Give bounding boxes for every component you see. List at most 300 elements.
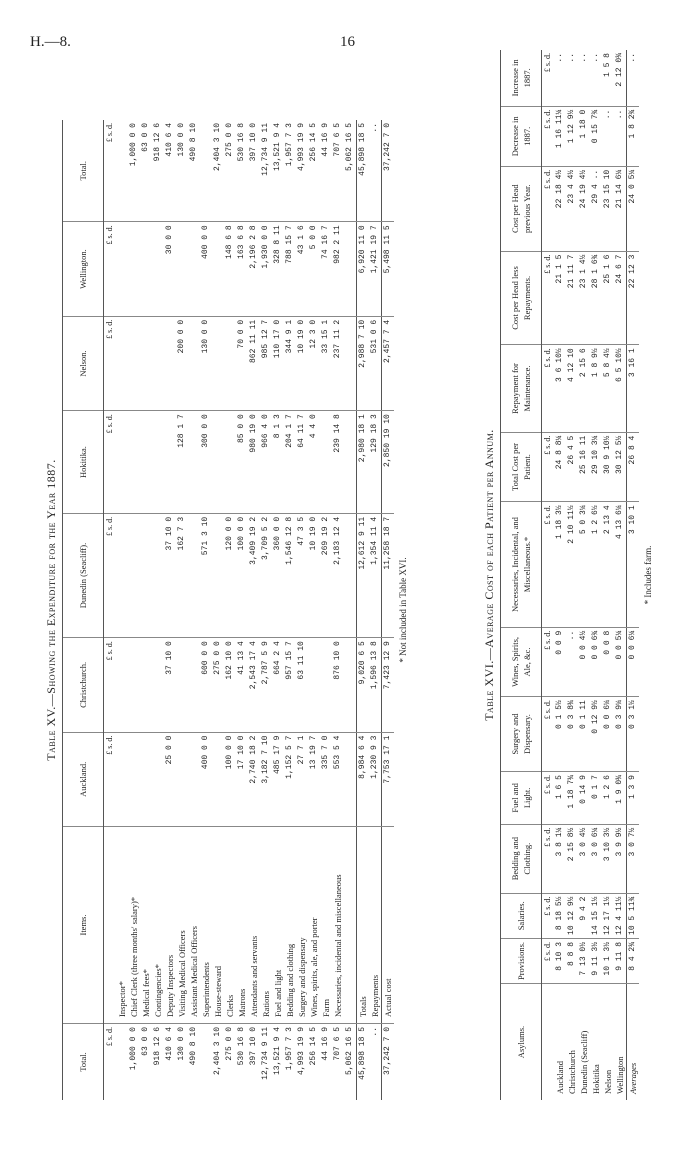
cell-wellington [128, 222, 140, 316]
cell-asylum: Wellington [615, 1056, 625, 1094]
cell-net: 23 1 4½ [578, 251, 590, 345]
cell-christchurch: 1,596 13 8 [369, 638, 382, 732]
cell-auckland [116, 732, 128, 826]
cell-decrease: 1 12 9½ [566, 106, 578, 166]
cell-total2: 45,898 18 5 [357, 120, 370, 222]
table-row [344, 120, 357, 1100]
document-code: H.—8. [30, 34, 71, 50]
cell-total: 63 0 0 [141, 1027, 150, 1056]
cell-item: Inspector* [116, 827, 128, 1024]
cell-wellington: 5 0 0 [308, 222, 320, 316]
cell-hokitika: 300 0 0 [200, 411, 212, 514]
cell-nelson [128, 316, 140, 410]
cell-decrease: 1 8 2¾ [627, 106, 640, 166]
cell-decrease: 1 16 11¼ [554, 106, 566, 166]
cell-dunedin: 162 7 3 [176, 513, 188, 637]
unit-label: £ s. d. [542, 50, 555, 106]
cell-wellington [344, 222, 357, 316]
repayments-row [369, 120, 382, 1100]
cell-total: 490 8 10 [189, 1027, 198, 1066]
cell-surgery: 0 0 6¼ [602, 697, 614, 772]
table-row [320, 120, 332, 1100]
unit-label: £ s. d. [542, 697, 555, 772]
cell-christchurch [152, 638, 164, 732]
cell-asylum: Christchurch [567, 1050, 577, 1094]
cell-total: 256 14 5 [309, 1027, 318, 1066]
cell-decrease: 0 15 7¾ [590, 106, 602, 166]
cell-total2: 130 0 0 [176, 120, 188, 222]
cell-total [200, 1024, 212, 1101]
cell-hokitika: 64 11 7 [296, 411, 308, 514]
cell-increase: .. [566, 50, 578, 106]
unit-label: £ s. d. [104, 120, 117, 222]
cell-dunedin [140, 513, 152, 637]
cell-repay: 3 16 1 [627, 345, 640, 432]
cell-christchurch: 63 11 10 [296, 638, 308, 732]
cell-dunedin: 360 0 0 [272, 513, 284, 637]
cell-item: Bedding and clothing [284, 827, 296, 1024]
col-repay: Repayment for Maintenance. [501, 345, 542, 432]
cell-bedding: 3 0 6¼ [590, 824, 602, 893]
cell-auckland: 7,753 17 1 [382, 732, 395, 826]
cell-auckland [344, 732, 357, 826]
cell-hokitika: 204 1 7 [284, 411, 296, 514]
cell-auckland: 2,740 18 2 [248, 732, 260, 826]
table-row [128, 120, 140, 1100]
cell-auckland [128, 732, 140, 826]
cell-nelson: 2,988 7 10 [357, 316, 370, 410]
cell-provisions: 9 11 8 [614, 938, 627, 983]
cell-hokitika: 980 19 0 [248, 411, 260, 514]
cell-net: 22 12 3 [627, 251, 640, 345]
cell-wines: 0 0 4½ [578, 627, 590, 696]
cell-prev: 23 4 4½ [566, 166, 578, 251]
cell-total: 25 16 11 [578, 432, 590, 502]
cell-necessaries: 2 10 11½ [566, 502, 578, 627]
table-row [296, 120, 308, 1100]
cell-christchurch: 275 0 0 [212, 638, 224, 732]
unit-label: £ s. d. [542, 893, 555, 938]
unit-label: £ s. d. [542, 502, 555, 627]
cell-total: 5,062 16 5 [345, 1027, 354, 1076]
cell-hokitika [164, 411, 176, 514]
col-total-right: Total. [63, 120, 104, 222]
cell-auckland: 25 0 0 [164, 732, 176, 826]
cell-total: 1,957 7 3 [285, 1027, 294, 1071]
cell-provisions: 9 11 3½ [590, 938, 602, 983]
cell-repay: 2 15 6 [578, 345, 590, 432]
cell-wellington [176, 222, 188, 316]
unit-label: £ s. d. [542, 106, 555, 166]
cell-salaries: 12 17 1½ [602, 893, 614, 938]
cell-item: Superintendents [200, 827, 212, 1024]
cell-wellington: 30 0 0 [164, 222, 176, 316]
cell-provisions: 10 1 3½ [602, 938, 614, 983]
cell-dunedin: 47 3 5 [296, 513, 308, 637]
cell-nelson: 130 0 0 [200, 316, 212, 410]
table-row [308, 120, 320, 1100]
unit-label: £ s. d. [542, 627, 555, 696]
unit-label: £ s. d. [542, 432, 555, 502]
cell-item: Farm [320, 827, 332, 1024]
cell-nelson [140, 316, 152, 410]
cell-dunedin: 2,183 12 4 [332, 513, 344, 637]
cell-christchurch [140, 638, 152, 732]
cell-total2: 490 8 10 [188, 120, 200, 222]
cell-wines: 0 0 5¼ [614, 627, 627, 696]
cell-increase: .. [578, 50, 590, 106]
cell-christchurch [116, 638, 128, 732]
cell-total: 1,000 0 0 [129, 1027, 138, 1071]
table-row [614, 50, 627, 1100]
cell-item: Matrons [236, 827, 248, 1024]
cell-wellington: 788 15 7 [284, 222, 296, 316]
cell-total [116, 1024, 128, 1101]
col-total: Total Cost per Patient. [501, 432, 542, 502]
cell-wellington: 148 6 8 [224, 222, 236, 316]
col-provisions: Provisions. [501, 938, 542, 983]
cell-hokitika: 2,980 18 1 [357, 411, 370, 514]
cell-prev: 23 15 10 [602, 166, 614, 251]
cell-dunedin [152, 513, 164, 637]
cell-surgery: 0 1 5½ [554, 697, 566, 772]
cell-total: 37,242 7 0 [382, 1024, 395, 1101]
col-net: Cost per Head less Repayments. [501, 251, 542, 345]
cell-christchurch: 2,787 5 9 [260, 638, 272, 732]
cell-necessaries: 3 10 1 [627, 502, 640, 627]
table-row [164, 120, 176, 1100]
cell-necessaries: 1 2 6½ [590, 502, 602, 627]
cell-hokitika: 239 14 8 [332, 411, 344, 514]
cell-total2 [200, 120, 212, 222]
cell-auckland: 1,152 5 7 [284, 732, 296, 826]
cell-repay: 6 5 10½ [614, 345, 627, 432]
unit-label: £ s. d. [542, 166, 555, 251]
col-bedding: Bedding and Clothing. [501, 824, 542, 893]
cell-increase: .. [590, 50, 602, 106]
cell-dunedin: 3,409 19 2 [248, 513, 260, 637]
cell-hokitika: 8 1 3 [272, 411, 284, 514]
cell-hokitika: 966 4 0 [260, 411, 272, 514]
cell-christchurch [188, 638, 200, 732]
cell-dunedin: 1,354 11 4 [369, 513, 382, 637]
table-16-footnote: * Includes farm. [643, 545, 653, 605]
table-16-title: Table XVI.—Average Cost of each Patient per Annum. [482, 429, 496, 721]
cell-total: 29 10 3¼ [590, 432, 602, 502]
cell-auckland [176, 732, 188, 826]
cell-hokitika [116, 411, 128, 514]
cell-necessaries: 5 0 3¼ [578, 502, 590, 627]
cell-auckland: 100 0 0 [224, 732, 236, 826]
cell-dunedin: 1,546 12 8 [284, 513, 296, 637]
cell-nelson: 10 19 0 [296, 316, 308, 410]
table-row [272, 120, 284, 1100]
cell-nelson: 237 11 2 [332, 316, 344, 410]
cell-nelson [164, 316, 176, 410]
cell-increase: .. [627, 50, 640, 106]
cell-total2: 12,734 9 11 [260, 120, 272, 222]
cell-total: 12,734 9 11 [261, 1027, 270, 1080]
col-wines: Wines, Spirits, Ale, &c. [501, 627, 542, 696]
cell-total: 26 8 4 [627, 432, 640, 502]
table-row [176, 120, 188, 1100]
table-row [152, 120, 164, 1100]
cell-wellington: 43 1 6 [296, 222, 308, 316]
cell-necessaries: 4 13 6¼ [614, 502, 627, 627]
cell-item: House-steward [212, 827, 224, 1024]
cell-wellington: 74 16 7 [320, 222, 332, 316]
cell-christchurch: 664 2 4 [272, 638, 284, 732]
totals-row [357, 120, 370, 1100]
cell-christchurch: 9,020 6 5 [357, 638, 370, 732]
cell-wellington [188, 222, 200, 316]
cell-fuel: 1 2 6 [602, 772, 614, 825]
cell-wellington [152, 222, 164, 316]
table-row [566, 50, 578, 1100]
col-wellington: Wellington. [63, 222, 104, 316]
cell-item [344, 827, 357, 1024]
unit-label: £ s. d. [104, 638, 117, 732]
cell-wellington: 982 2 11 [332, 222, 344, 316]
cell-hokitika: 128 1 7 [176, 411, 188, 514]
cell-christchurch: 876 10 0 [332, 638, 344, 732]
cell-net: 21 11 7 [566, 251, 578, 345]
cell-total2: 5,062 16 5 [344, 120, 357, 222]
cell-wines: 0 0 6¾ [590, 627, 602, 696]
cell-total: 918 12 6 [153, 1027, 162, 1066]
cell-total2: 1,957 7 3 [284, 120, 296, 222]
cell-total: 4,993 19 9 [297, 1027, 306, 1076]
col-items: Items. [63, 827, 104, 1024]
unit-label: £ s. d. [104, 411, 117, 514]
cell-repay: 1 8 9½ [590, 345, 602, 432]
cell-increase: .. [554, 50, 566, 106]
cell-wines: 0 0 8 [602, 627, 614, 696]
col-decrease: Decrease in 1887. [501, 106, 542, 166]
cell-christchurch: 600 0 0 [200, 638, 212, 732]
cell-item: Necessaries, incidental and miscellaneous [332, 827, 344, 1024]
cell-nelson: 110 17 0 [272, 316, 284, 410]
cell-fuel: 1 9 0¾ [614, 772, 627, 825]
cell-hokitika: 2,850 19 10 [382, 411, 395, 514]
cell-item: Surgery and dispensary [296, 827, 308, 1024]
cell-dunedin: 11,258 18 7 [382, 513, 395, 637]
cell-item: Rations [260, 827, 272, 1024]
cell-wellington: 163 6 8 [236, 222, 248, 316]
cell-hokitika [128, 411, 140, 514]
cell-christchurch: 162 10 0 [224, 638, 236, 732]
cell-hokitika: 85 0 0 [236, 411, 248, 514]
cell-prev: 29 4 .. [590, 166, 602, 251]
cell-christchurch [344, 638, 357, 732]
cell-prev: 21 14 6¼ [614, 166, 627, 251]
cell-christchurch: 7,423 12 9 [382, 638, 395, 732]
cell-auckland: 8,984 6 4 [357, 732, 370, 826]
cell-item: Visiting Medical Officers [176, 827, 188, 1024]
cell-nelson: 70 0 0 [236, 316, 248, 410]
cell-increase: 1 5 8 [602, 50, 614, 106]
cell-salaries: 14 15 1½ [590, 893, 602, 938]
cell-salaries: 8 18 5½ [554, 893, 566, 938]
cell-net: 28 1 6¾ [590, 251, 602, 345]
cell-wellington: 5,498 11 5 [382, 222, 395, 316]
table-row [236, 120, 248, 1100]
cell-dunedin [212, 513, 224, 637]
table-row [578, 50, 590, 1100]
cell-total: 26 4 5 [566, 432, 578, 502]
cell-dunedin: 3,709 5 2 [260, 513, 272, 637]
cell-item: Attendants and servants [248, 827, 260, 1024]
cell-total: 530 16 8 [237, 1027, 246, 1066]
cell-christchurch [176, 638, 188, 732]
cell-wellington [140, 222, 152, 316]
cell-total2: 918 12 6 [152, 120, 164, 222]
cell-total2: 13,521 9 4 [272, 120, 284, 222]
cell-bedding: 3 0 4½ [578, 824, 590, 893]
cell-total: 397 10 0 [249, 1027, 258, 1066]
col-auckland: Auckland. [63, 732, 104, 826]
cell-christchurch [320, 638, 332, 732]
cell-wellington: 1,930 0 0 [260, 222, 272, 316]
cell-auckland: 13 19 7 [308, 732, 320, 826]
cell-bedding: 3 9 9½ [614, 824, 627, 893]
page-number: 16 [340, 34, 355, 50]
cell-total2: 256 14 5 [308, 120, 320, 222]
unit-label: £ s. d. [104, 513, 117, 637]
cell-item: Fuel and light [272, 827, 284, 1024]
cell-salaries: 10 5 11¾ [627, 893, 640, 938]
table-row [284, 120, 296, 1100]
cell-hokitika [212, 411, 224, 514]
cell-asylum: Dunedin (Seacliff) [579, 1030, 589, 1094]
cell-provisions: 8 8 8 [566, 938, 578, 983]
cell-christchurch [308, 638, 320, 732]
cell-total2: 707 6 5 [332, 120, 344, 222]
table-15 [40, 120, 408, 1100]
cell-repay: 4 12 10 [566, 345, 578, 432]
cell-wines: 0 0 6¼ [627, 627, 640, 696]
cell-total2: 397 10 0 [248, 120, 260, 222]
cell-repay: 5 8 4½ [602, 345, 614, 432]
cell-total2: .. [369, 120, 382, 222]
col-dunedin: Dunedin (Seacliff). [63, 513, 104, 637]
cell-wellington: 328 8 11 [272, 222, 284, 316]
cell-total2: 63 0 0 [140, 120, 152, 222]
cell-dunedin: 100 0 0 [236, 513, 248, 637]
table-row [248, 120, 260, 1100]
cell-fuel: 1 18 7¾ [566, 772, 578, 825]
cell-fuel: 1 6 5 [554, 772, 566, 825]
unit-label: £ s. d. [105, 1027, 114, 1047]
table-16 [478, 50, 700, 1100]
cell-wellington: 1,421 19 7 [369, 222, 382, 316]
cell-christchurch [128, 638, 140, 732]
average-row [627, 50, 640, 1100]
cell-hokitika [320, 411, 332, 514]
cell-wellington: 6,920 11 0 [357, 222, 370, 316]
table-row [590, 50, 602, 1100]
cell-item: Wines, spirits, ale, and porter [308, 827, 320, 1024]
cell-auckland: 335 7 0 [320, 732, 332, 826]
col-prev: Cost per Head previous Year. [501, 166, 542, 251]
cell-total: 24 8 8¼ [554, 432, 566, 502]
col-increase: Increase in 1887. [501, 50, 542, 106]
cell-provisions: 7 13 0½ [578, 938, 590, 983]
cell-item: Contingencies* [152, 827, 164, 1024]
cell-necessaries: 2 13 4 [602, 502, 614, 627]
cell-nelson: 862 11 11 [248, 316, 260, 410]
cell-item: Totals [357, 827, 370, 1024]
table-row [140, 120, 152, 1100]
cell-auckland [152, 732, 164, 826]
cell-decrease: .. [614, 106, 627, 166]
cell-total2: 275 0 0 [224, 120, 236, 222]
cell-salaries: 10 12 9½ [566, 893, 578, 938]
table-row [200, 120, 212, 1100]
cell-hokitika: 4 4 0 [308, 411, 320, 514]
cell-total: 30 12 5½ [614, 432, 627, 502]
cell-auckland: 1,230 9 3 [369, 732, 382, 826]
cell-dunedin: 10 19 0 [308, 513, 320, 637]
cell-fuel: 0 14 9 [578, 772, 590, 825]
cell-auckland [212, 732, 224, 826]
table-row [260, 120, 272, 1100]
table-row [332, 120, 344, 1100]
cell-bedding: 2 15 8½ [566, 824, 578, 893]
cell-hokitika: 129 18 3 [369, 411, 382, 514]
cell-nelson: 2,457 7 4 [382, 316, 395, 410]
cell-wellington: 2,196 2 8 [248, 222, 260, 316]
cell-repay: 3 6 10½ [554, 345, 566, 432]
unit-label: £ s. d. [104, 316, 117, 410]
cell-nelson [152, 316, 164, 410]
table-15-footnote: * Not included in Table XVI. [398, 557, 408, 663]
cell-surgery: 0 1 11 [578, 697, 590, 772]
cell-auckland: 400 0 0 [200, 732, 212, 826]
cell-total2: 4,993 19 9 [296, 120, 308, 222]
cell-net: 24 6 7 [614, 251, 627, 345]
cell-auckland: 553 5 4 [332, 732, 344, 826]
cell-total: 44 16 9 [321, 1027, 330, 1061]
cell-item: Actual cost [382, 827, 395, 1024]
cell-dunedin: 37 10 0 [164, 513, 176, 637]
cell-christchurch: 37 10 0 [164, 638, 176, 732]
cell-auckland: 17 10 0 [236, 732, 248, 826]
cell-total: 130 0 0 [177, 1027, 186, 1061]
cell-prev: 24 19 4½ [578, 166, 590, 251]
cell-total: 410 6 4 [165, 1027, 174, 1061]
cell-bedding: 3 10 3½ [602, 824, 614, 893]
unit-label: £ s. d. [104, 732, 117, 826]
cell-surgery: 0 3 8¾ [566, 697, 578, 772]
cell-nelson [116, 316, 128, 410]
cell-auckland: 3,182 7 10 [260, 732, 272, 826]
cell-nelson [344, 316, 357, 410]
cell-christchurch: 41 13 4 [236, 638, 248, 732]
cell-auckland: 27 7 1 [296, 732, 308, 826]
cell-total: 2,404 3 10 [213, 1027, 222, 1076]
col-asylum: Asylums. [501, 984, 542, 1101]
cell-total2 [116, 120, 128, 222]
cell-prev: 22 18 4½ [554, 166, 566, 251]
unit-label: £ s. d. [542, 824, 555, 893]
cell-nelson: 12 3 0 [308, 316, 320, 410]
table-row [212, 120, 224, 1100]
cell-nelson: 531 0 6 [369, 316, 382, 410]
cell-christchurch: 2,543 17 4 [248, 638, 260, 732]
cell-net: 21 1 5 [554, 251, 566, 345]
cell-total: 707 6 5 [333, 1027, 342, 1061]
